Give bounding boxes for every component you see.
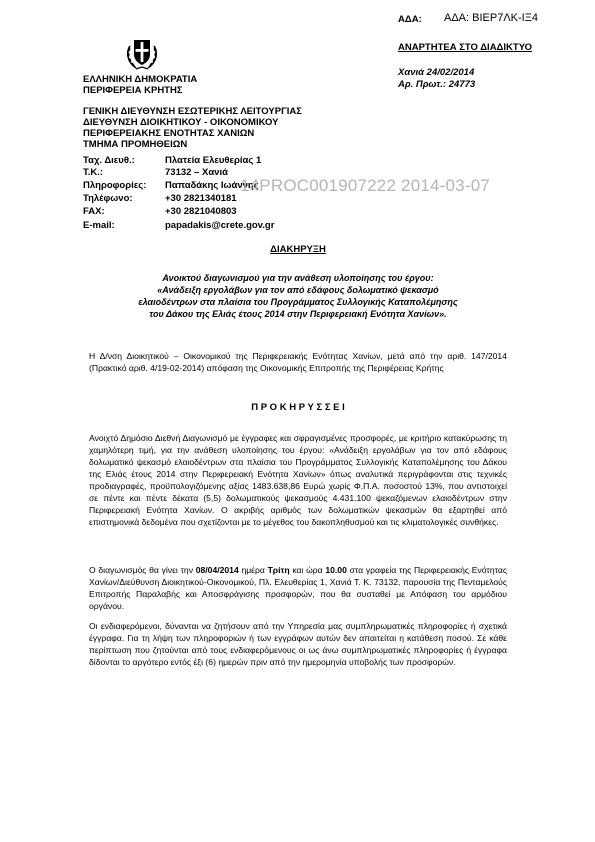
contact-value: Παπαδάκης Ιωάννης [165,180,259,191]
authority-line: ΠΕΡΙΦΕΡΕΙΑΚΗΣ ΕΝΟΤΗΤΑΣ ΧΑΝΙΩΝ [83,128,255,139]
contact-value: +30 2821040803 [165,206,237,217]
document-date: Χανιά 24/02/2014 [398,67,475,78]
post-notice: ΑΝΑΡΤΗΤΕΑ ΣΤΟ ΔΙΑΔΙΚΤΥΟ [398,42,533,53]
authority-line: ΔΙΕΥΘΥΝΣΗ ΔΙΟΙΚΗΤΙΚΟΥ - ΟΙΚΟΝΟΜΙΚΟΥ [83,117,279,128]
paragraph-information: Οι ενδιαφερόμενοι, δύνανται να ζητήσουν από την Υπηρεσία μας συμπληρωματικές πληροφορίες ή σχετικά έγγραφα. Για τη λήψη των πληροφοριών ή των εγγράφων αυτών δεν απαιτείται η κατάθεση ποσού. Σε κάθε περίπτωση που ζητούνται από τους ενδιαφερόμενους οι ως άνω συμπληρωματικές πληροφορίες ή έγγραφα δίδονται το αργότερο εντός έξι (6) ημερών πριν από την ημερομηνία υποβολής των προσφορών. [89,621,507,667]
contact-key: Τ.Κ.: [83,167,104,178]
republic-name: ΕΛΛΗΝΙΚΗ ΔΗΜΟΚΡΑΤΙΑ [83,74,198,85]
tender-day: Τρίτη [267,565,290,575]
subject-line: «Ανάδειξη εργολάβων για τον από εδάφους δολωματικό ψεκασμό [157,285,439,295]
contact-key: FAX: [83,206,105,217]
subject-block [89,272,507,320]
proclaims-heading: Π Ρ Ο Κ Η Ρ Υ Σ Σ Ε Ι [251,402,345,413]
contact-key: Τηλέφωνο: [83,193,133,204]
document-title: ΔΙΑΚΗΡΥΞΗ [270,244,326,255]
text-span: και ώρα [289,565,326,575]
publication-stamp: 14PROC001907222 2014-03-07 [240,176,490,195]
ada-value: ΑΔΑ: ΒΙΕΡ7ΛΚ-ΙΞ4 [444,12,538,24]
text-span: Ο διαγωνισμός θα γίνει την [89,565,196,575]
text-span: στα γραφεία της Περιφερειακής Ενότητας Χανίων/Διεύθυνση Διοικητικού-Οικονομικού, Πλ. Ελευθερίας 1, Χανιά Τ. Κ. 73132, παρουσία της Πενταμελούς Επιτροπής Παραλαβής και Αποσφράγισης προσφορών, που θα συσταθεί με Απόφαση του αρμόδιου οργάνου. [89,565,507,611]
contact-value: papadakis@crete.gov.gr [165,220,275,231]
contact-value: 73132 – Χανιά [165,167,228,178]
authority-block [83,106,302,150]
contact-value: Πλατεία Ελευθερίας 1 [165,155,262,166]
region-name: ΠΕΡΙΦΕΡΕΙΑ ΚΡΗΤΗΣ [83,85,183,96]
contact-key: Πληροφορίες: [83,180,147,191]
contact-value: +30 2821340181 [165,193,237,204]
authority-line: ΤΜΗΜΑ ΠΡΟΜΗΘΕΙΩΝ [83,139,188,150]
protocol-number: Αρ. Πρωτ.: 24773 [398,79,476,90]
tender-time: 10.00 [325,565,347,575]
subject-line: Ανοικτού διαγωνισμού για την ανάθεση υλοποίησης του έργου: [162,273,434,283]
subject-line: ελαιοδέντρων στα πλαίσια του Προγράμματος Συλλογικής Καταπολέμησης [138,297,458,307]
text-span: ημέρα [238,565,268,575]
intro-paragraph: Η Δ/νση Διοικητικού – Οικονομικού της Περιφερειακής Ενότητας Χανίων, μετά από την αριθ. 147/2014 (Πρακτικό αριθ. 4/19-02-2014) απόφαση της Οικονομικής Επιτροπής της Περιφέρειας Κρήτης [89,351,507,373]
coat-of-arms-emblem [122,36,162,72]
paragraph-tender: Ανοιχτό Δημόσιο Διεθνή Διαγωνισμό με έγγραφες και σφραγισμένες προσφορές, με κριτήριο κατακύρωσης τη χαμηλότερη τιμή, για την ανάθεση υλοποίησης του έργου: «Ανάδειξη εργολάβων για τον από εδάφους δολωματικό ψεκασμό ελαιοδέντρων στα πλαίσια του Προγράμματος Συλλογικής Καταπολέμησης του Δάκου της Ελιάς έτους 2014 στην Περιφερειακή Ενότητα Χανίων» όπως αναλυτικά περιγράφονται στις τεχνικές προδιαγραφές, προϋπολογιζόμενης αξίας 1483.638,86 Ευρώ χωρίς Φ.Π.Α. ποσοστού 13%, που αντιστοιχεί σε πέντε και πέντε δέκατα (5,5) δολωματικούς ψεκασμούς 4.431.100 ψεκαζόμενων ελαιοδέντρων στην Περιφερειακή Ενότητα Χανίων. Ο ακριβής αριθμός των δολωματικών ψεκασμών θα εξαρτηθεί από επιστημονικά δεδομένα που σχετίζονται με το μέγεθος του δακοπληθυσμού και τις κλιματολογικές συνθήκες. [89,433,507,527]
tender-date: 08/04/2014 [195,565,239,575]
contact-key: E-mail: [83,220,115,231]
ada-label: ΑΔΑ: [398,14,422,25]
subject-line: του Δάκου της Ελιάς έτους 2014 στην Περιφερειακή Ενότητα Χανίων». [149,309,447,319]
authority-line: ΓΕΝΙΚΗ ΔΙΕΥΘΥΝΣΗ ΕΣΩΤΕΡΙΚΗΣ ΛΕΙΤΟΥΡΓΙΑΣ [83,106,302,117]
paragraph-tender-date [89,564,507,612]
contact-key: Ταχ. Διευθ.: [83,155,135,166]
